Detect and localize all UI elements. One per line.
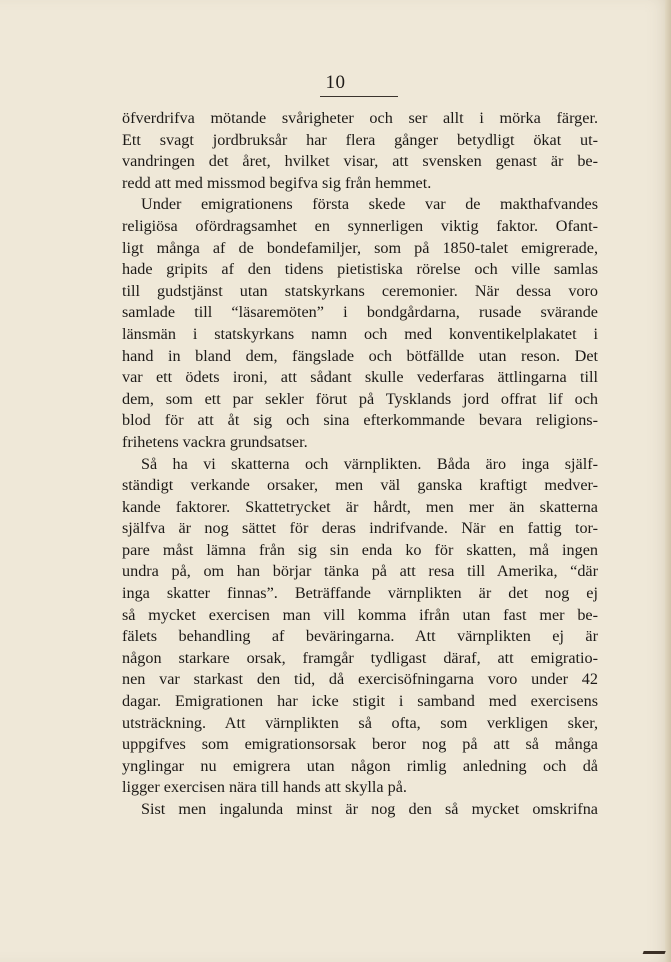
text-line: uppgifves som emigrationsorsak beror nog på att så många [122,735,598,754]
header-rule [320,96,398,97]
text-line: hade gripits af den tidens pietistiska rörelse och ville samlas [122,260,598,279]
text-line: till gudstjänst utan statskyrkans ceremonier. När dessa voro [122,281,598,300]
page-edge-shadow [665,0,671,962]
text-line: frihetens vackra grundsatser. [122,432,308,451]
text-line: ligger exercisen nära till hands att skylla på. [122,778,407,797]
text-line: Under emigrationens första skede var de makthafvandes [141,195,598,214]
text-line: ynglingar nu emigrera utan någon rimlig anledning och då [122,756,598,775]
text-line: kande faktorer. Skattetrycket är hårdt, men mer än skatterna [122,497,598,516]
text-line: så mycket exercisen man vill komma ifrån utan fast mer be- [122,605,598,624]
page-number: 10 [325,72,346,93]
text-line: vandringen det året, hvilket visar, att svensken genast är be- [122,152,598,171]
text-line: fälets behandling af beväringarna. Att värnplikten ej är [122,627,598,646]
text-line: dagar. Emigrationen har icke stigit i samband med exercisens [122,692,598,711]
text-line: Sist men ingalunda minst är nog den så mycket omskrifna [141,800,598,818]
text-line: hand in bland dem, fängslade och bötfällde utan reson. Det [122,346,598,365]
body-text [122,108,598,821]
text-line: utsträckning. Att värnplikten så ofta, som verkligen sker, [122,713,598,732]
text-line: samlade till “läsaremöten” i bondgårdarna, rusade svärande [122,303,598,322]
text-line: själfva är nog sättet för deras indrifvande. När en fattig tor- [122,519,598,538]
text-line: religiösa ofördragsamhet en synnerligen viktig faktor. Ofant- [122,216,598,235]
text-line: nen var starkast den tid, då exercisöfningarna voro under 42 [122,670,598,689]
text-line: blod för att åt sig och sina efterkommande bevara religions- [122,411,598,430]
text-line: dem, som ett par sekler förut på Tysklands jord offrat lif och [122,389,598,408]
text-line: någon starkare orsak, framgår tydligast däraf, att emigratio- [122,648,598,667]
corner-mark [643,941,670,954]
text-line: undra på, om han börjar tänka på att resa till Amerika, “där [122,562,598,581]
text-line: Så ha vi skatterna och värnplikten. Båda äro inga själf- [141,454,598,473]
text-line: länsmän i statskyrkans namn och med konventikelplakatet i [122,324,598,343]
text-line: pare måst lämna från sig sin enda ko för skatten, må ingen [122,540,598,559]
text-line: ligt många af de bondefamiljer, som på 1850-talet emigrerade, [122,238,598,257]
text-line: var ett ödets ironi, att sådant skulle vederfaras ättlingarna till [122,368,598,387]
text-line: öfverdrifva mötande svårigheter och ser allt i mörka färger. [122,109,598,127]
text-line: redd att med missmod begifva sig från hemmet. [122,173,432,192]
text-line: ständigt verkande orsaker, men väl ganska kraftigt medver- [122,476,598,495]
text-line: Ett svagt jordbruksår har flera gånger betydligt ökat ut- [122,130,598,149]
text-line: inga skatter finnas”. Beträffande värnplikten är det nog ej [122,584,598,603]
